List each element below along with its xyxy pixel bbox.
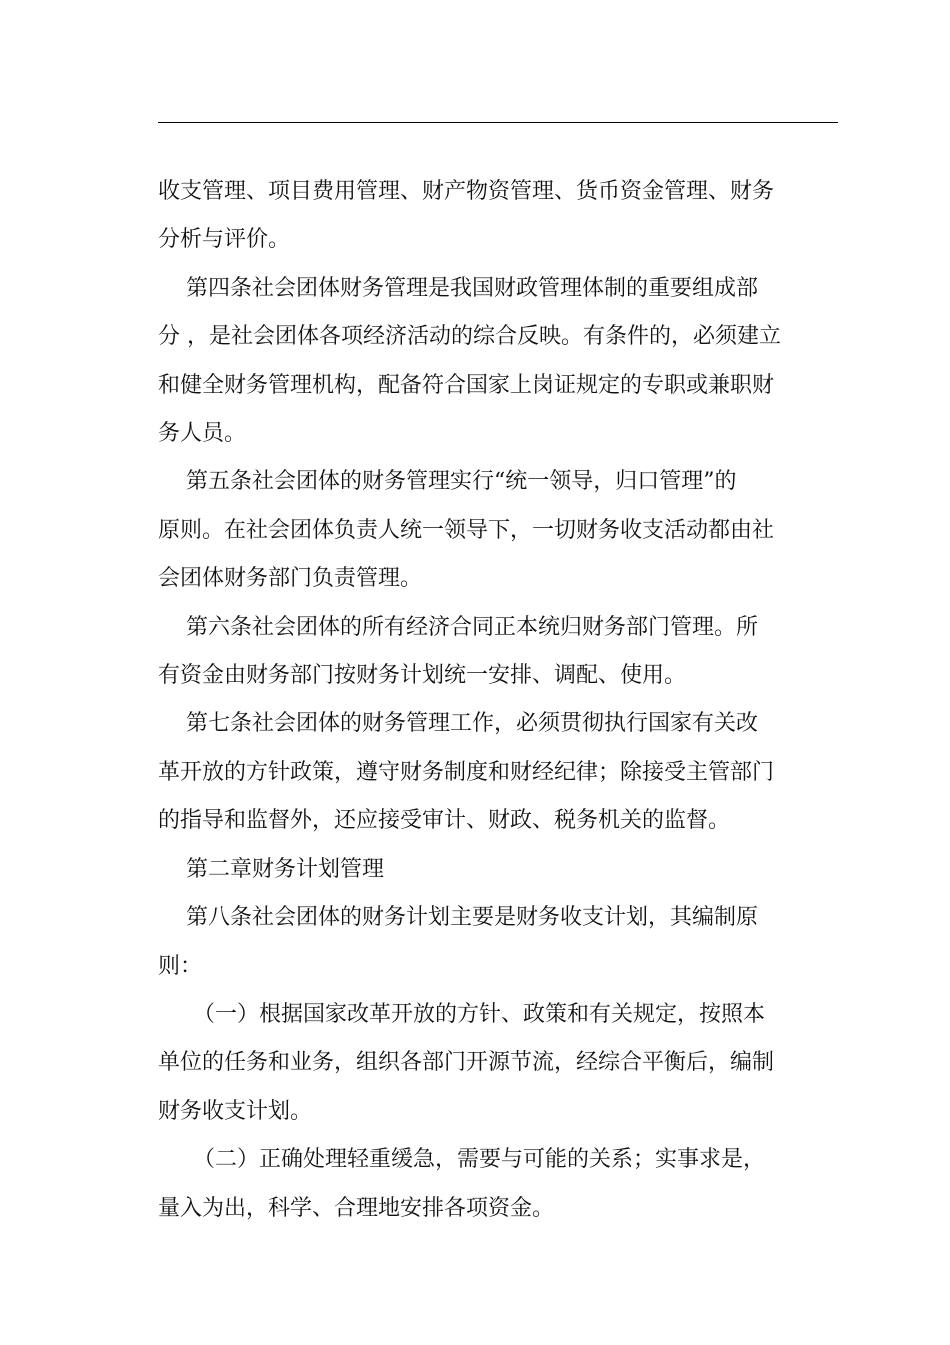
text-line: 第七条社会团体的财务管理工作，必须贯彻执行国家有关改 <box>158 711 758 737</box>
text-line: 第五条社会团体的财务管理实行“统一领导，归口管理”的 <box>158 469 737 495</box>
text-line: 会团体财务部门负责管理。 <box>158 566 423 592</box>
text-line: 务人员。 <box>158 421 247 447</box>
text-line: 原则。在社会团体负责人统一领导下，一切财务收支活动都由社 <box>158 517 775 543</box>
header-rule <box>158 122 838 123</box>
text-line: （一）根据国家改革开放的方针、政策和有关规定，按照本 <box>158 1001 765 1027</box>
text-line: 财务收支计划。 <box>158 1098 313 1124</box>
text-line: 第八条社会团体的财务计划主要是财务收支计划，其编制原 <box>158 905 758 931</box>
text-line: 收支管理、项目费用管理、财产物资管理、货币资金管理、财务 <box>158 179 775 204</box>
chapter-heading: 第二章财务计划管理 <box>158 856 384 882</box>
text-line: 革开放的方针政策，遵守财务制度和财经纪律；除接受主管部门 <box>158 759 775 785</box>
text-line: 和健全财务管理机构，配备符合国家上岗证规定的专职或兼职财 <box>158 372 775 398</box>
text-line: 第六条社会团体的所有经济合同正本统归财务部门管理。所 <box>158 614 758 640</box>
text-line: 的指导和监督外，还应接受审计、财政、税务机关的监督。 <box>158 808 731 834</box>
text-line: 第四条社会团体财务管理是我国财政管理体制的重要组成部 <box>158 275 758 301</box>
text-line: （二）正确处理轻重缓急，需要与可能的关系；实事求是， <box>158 1147 765 1173</box>
text-line: 则： <box>158 953 203 979</box>
text-line: 单位的任务和业务，组织各部门开源节流，经综合平衡后，编制 <box>158 1050 775 1076</box>
text-line: 量入为出，科学、合理地安排各项资金。 <box>158 1195 555 1221</box>
text-line: 分析与评价。 <box>158 227 291 253</box>
text-line: 有资金由财务部门按财务计划统一安排、调配、使用。 <box>158 663 687 689</box>
text-line: 分 ，是社会团体各项经济活动的综合反映。有条件的，必须建立 <box>158 324 781 350</box>
document-body <box>158 168 798 1233</box>
